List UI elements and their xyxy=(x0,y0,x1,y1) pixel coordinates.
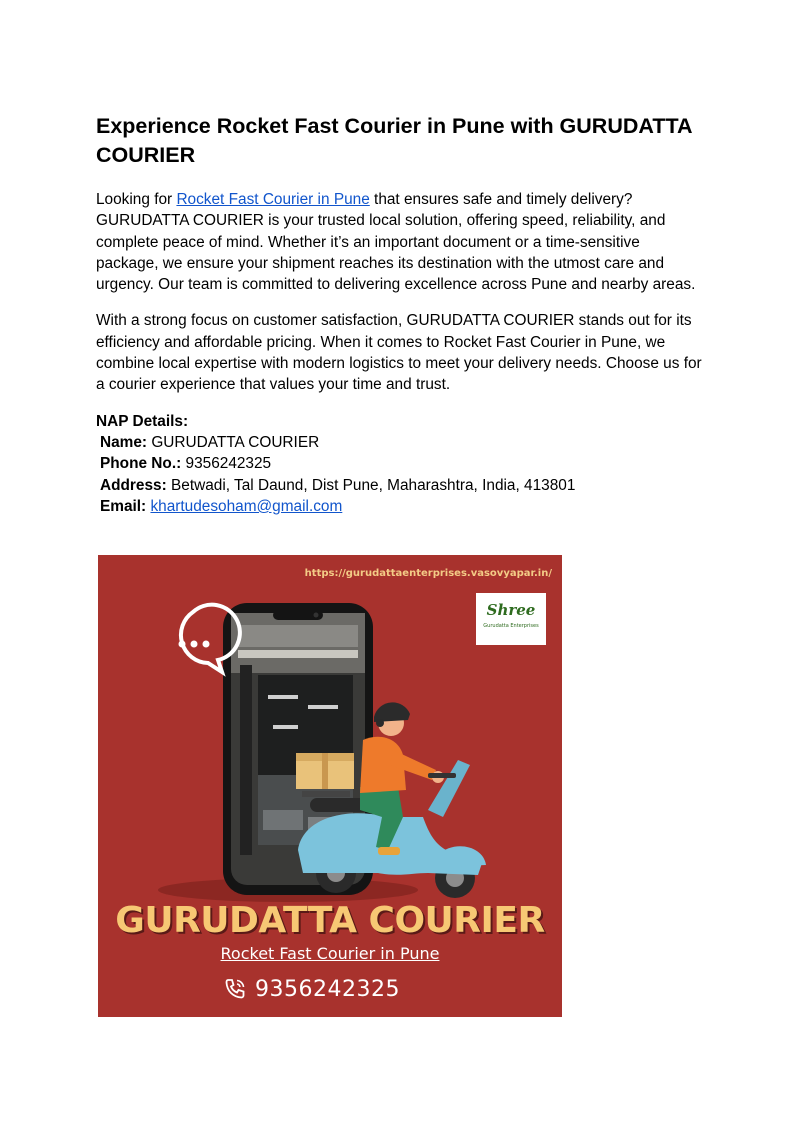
nap-address-row xyxy=(96,475,706,496)
second-paragraph: With a strong focus on customer satisfaction, GURUDATTA COURIER stands out for its efficiency and affordable pricing. When it comes to Rocket Fast Courier in Pune, we combine local expertise with modern logistics to meet your delivery needs. Choose us for a courier experience that values your time and trust. xyxy=(96,312,702,394)
nap-phone-row xyxy=(96,453,706,474)
page-title: Experience Rocket Fast Courier in Pune with GURUDATTA COURIER xyxy=(96,114,692,167)
intro-text-before: Looking for xyxy=(96,191,177,208)
nap-name-label: Name: xyxy=(100,433,148,451)
logo-sub-text: Gurudatta Enterprises xyxy=(483,623,539,629)
nap-name-value: GURUDATTA COURIER xyxy=(151,433,320,451)
document-body xyxy=(96,112,706,517)
promo-banner-image xyxy=(98,555,562,1017)
nap-phone-label: Phone No.: xyxy=(100,455,182,473)
nap-name-row xyxy=(96,432,706,453)
banner-website-url: https://gurudattaenterprises.vasovyapar.in/ xyxy=(304,568,552,579)
shree-logo xyxy=(476,593,546,645)
nap-phone-value: 9356242325 xyxy=(185,455,272,473)
banner-phone-row xyxy=(223,975,400,1003)
logo-main-text: Shree xyxy=(486,601,536,619)
nap-address-label: Address: xyxy=(100,476,167,494)
banner-phone-number: 9356242325 xyxy=(255,976,400,1002)
nap-email-row xyxy=(96,496,706,517)
banner-headline: GURUDATTA COURIER xyxy=(115,900,545,941)
nap-email-label: Email: xyxy=(100,497,147,515)
phone-icon xyxy=(223,977,247,1001)
intro-text-after: that ensures safe and timely delivery? GURUDATTA COURIER is your trusted local solution, offering speed, reliability, and complete peace of mind. Whether it’s an important document or a time-sensitive package, we ensure your shipment reaches its destination with the utmost care and urgency. Our team is committed to delivering excellence across Pune and nearby areas. xyxy=(96,191,696,294)
rocket-courier-link[interactable]: Rocket Fast Courier in Pune xyxy=(176,191,370,208)
nap-heading: NAP Details: xyxy=(96,412,189,430)
nap-details xyxy=(96,411,706,517)
intro-paragraph xyxy=(96,189,706,295)
banner-subline: Rocket Fast Courier in Pune xyxy=(220,944,440,963)
email-link[interactable]: khartudesoham@gmail.com xyxy=(150,497,343,515)
nap-address-value: Betwadi, Tal Daund, Dist Pune, Maharashtra, India, 413801 xyxy=(171,476,576,494)
